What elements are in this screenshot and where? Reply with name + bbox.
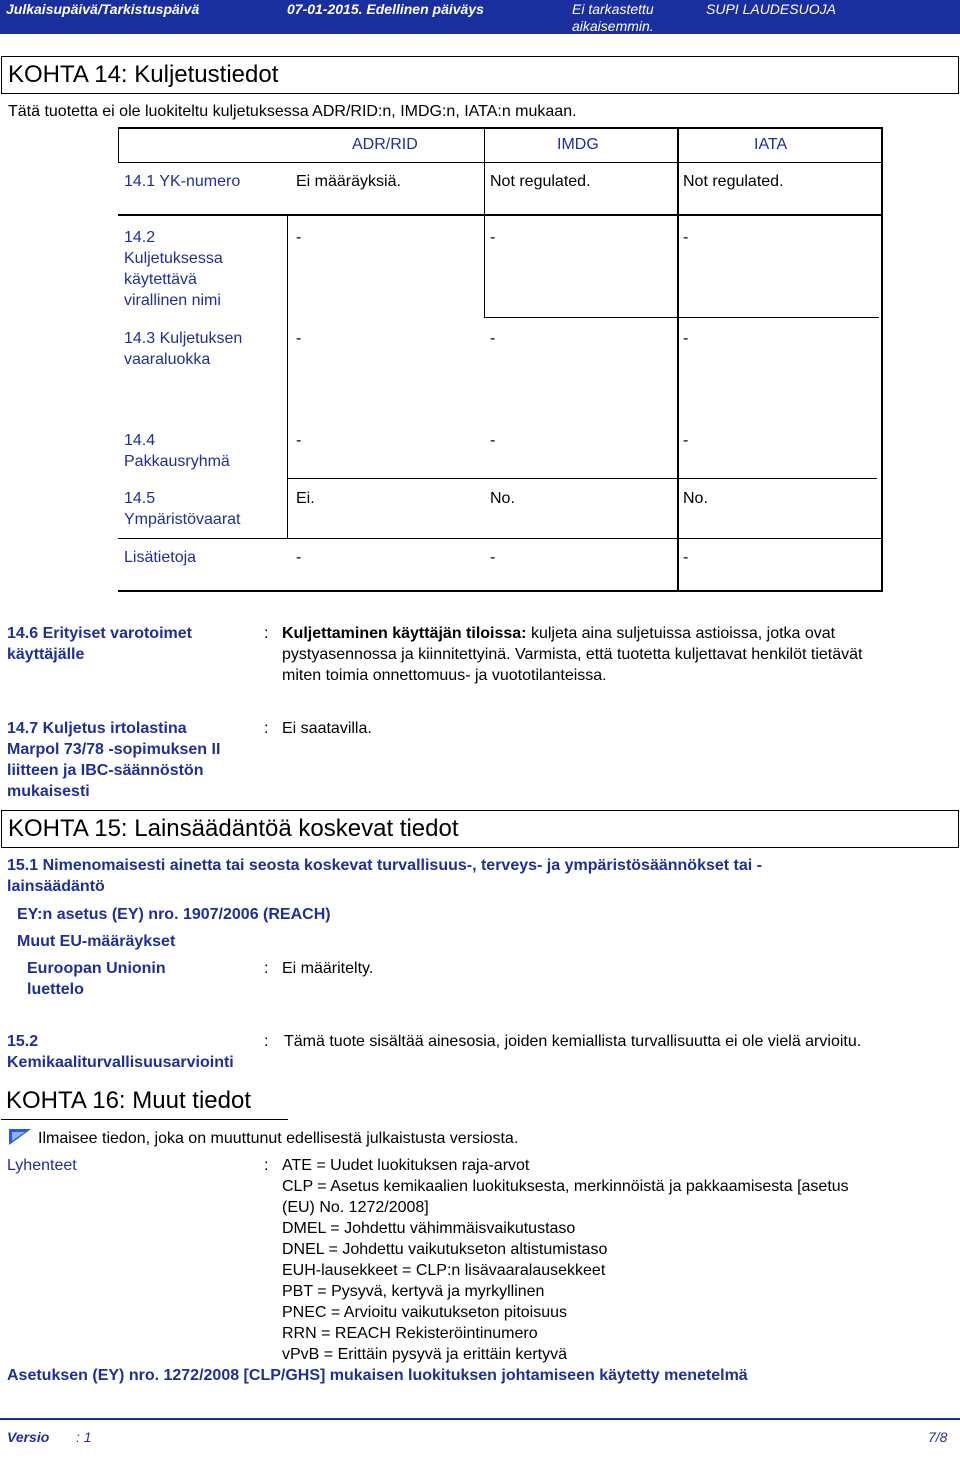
row-packing-group-label: 14.4 Pakkausryhmä: [124, 432, 230, 470]
row-packing-group-imdg: -: [490, 432, 496, 449]
row-hazard-class-iata: -: [683, 330, 689, 347]
table-col-divider-2: [677, 127, 679, 591]
row-shipping-name-imdg: -: [490, 229, 496, 246]
row-additional-info-imdg: -: [490, 549, 496, 566]
s146-label: 14.6 Erityiset varotoimet käyttäjälle: [7, 625, 192, 663]
s152-colon: :: [264, 1033, 269, 1050]
footer-version-label: Versio: [7, 1429, 50, 1445]
section-16-underline: [1, 1119, 288, 1120]
row-environment-label: 14.5 Ympäristövaarat: [124, 490, 241, 528]
row-shipping-name-iata: -: [683, 229, 689, 246]
s146-colon: :: [264, 625, 269, 642]
table-inner-divider: [484, 317, 879, 318]
section-15-title: KOHTA 15: Lainsäädäntöä koskevat tiedot: [1, 810, 959, 848]
col-iata: IATA: [754, 136, 788, 153]
table-col-divider-1: [484, 127, 485, 317]
eu-list-label: Euroopan Unionin luettelo: [27, 960, 166, 998]
row-shipping-name-adr: -: [296, 229, 302, 246]
footer-divider: [0, 1418, 960, 1420]
table-row6-divider: [118, 538, 883, 539]
table-bottom-border: [118, 590, 883, 592]
reach-regulation: EY:n asetus (EY) nro. 1907/2006 (REACH): [17, 906, 331, 923]
s147-colon: :: [264, 720, 269, 737]
table-header-divider: [118, 162, 883, 163]
table-top-border: [118, 127, 882, 129]
row-hazard-class-adr: -: [296, 330, 302, 347]
table-row5-divider: [287, 478, 877, 479]
footer-version-value: : 1: [76, 1429, 92, 1445]
s152-value: Tämä tuote sisältää ainesosia, joiden kemiallista turvallisuutta ei ole vielä arvioitu.: [284, 1033, 862, 1050]
row-additional-info-adr: -: [296, 549, 302, 566]
s147-value: Ei saatavilla.: [282, 720, 372, 737]
row-environment-adr: Ei.: [296, 490, 315, 507]
col-adr-rid: ADR/RID: [352, 136, 418, 153]
s146-value: Kuljettaminen käyttäjän tiloissa: kuljeta aina suljetuissa astioissa, jotka ovat pystyasennossa ja kiinnitettyinä. Varmista, että tuotetta kuljettavat henkilöt tietävät miten toimia onnettomuus- ja vuototilanteissa.: [282, 625, 863, 684]
row-un-number-imdg: Not regulated.: [490, 173, 591, 190]
s147-label: 14.7 Kuljetus irtolastina Marpol 73/78 -sopimuksen II liitteen ja IBC-säännöstön mukaisesti: [7, 720, 221, 800]
table-row1-divider: [118, 214, 883, 216]
row-additional-info-label: Lisätietoja: [124, 549, 197, 566]
eu-list-value: Ei määritelty.: [282, 960, 374, 977]
row-hazard-class-label: 14.3 Kuljetuksen vaaraluokka: [124, 330, 243, 368]
row-shipping-name-label: 14.2 Kuljetuksessa käytettävä virallinen nimi: [124, 229, 223, 309]
previous-date-value: Ei tarkastettu aikaisemmin.: [572, 1, 654, 34]
row-un-number-iata: Not regulated.: [683, 173, 784, 190]
section-14-title: KOHTA 14: Kuljetustiedot: [1, 56, 959, 94]
row-additional-info-iata: -: [683, 549, 689, 566]
row-environment-iata: No.: [683, 490, 708, 507]
page-header: [0, 0, 960, 34]
table-left-border: [118, 127, 119, 163]
row-un-number-adr: Ei määräyksiä.: [296, 173, 401, 190]
row-packing-group-adr: -: [296, 432, 302, 449]
row-hazard-class-imdg: -: [490, 330, 496, 347]
change-note: Ilmaisee tiedon, joka on muuttunut edellisestä julkaistusta versiosta.: [38, 1130, 519, 1147]
abbreviations-list: ATE = Uudet luokituksen raja-arvot CLP = Asetus kemikaalien luokituksesta, merkinnöistä ja pakkaamisesta [asetus (EU) No. 1272/2008] DMEL = Johdettu vähimmäisvaikutustaso DNEL = Johdettu vaikutukseton altistumistaso EUH-lausekkeet = CLP:n lisävaaralausekkeet PBT = Pysyvä, kertyvä ja myrkyllinen PNEC = Arvioitu vaikutukseton pitoisuus RRN = REACH Rekisteröintinumero vPvB = Erittäin pysyvä ja erittäin kertyvä: [282, 1157, 849, 1363]
footer-page-number: 7/8: [928, 1429, 948, 1445]
issue-date-value: 07-01-2015. Edellinen päiväys: [287, 1, 484, 17]
eu-list-colon: :: [264, 960, 269, 977]
s151-heading: 15.1 Nimenomaisesti ainetta tai seosta koskevat turvallisuus-, terveys- ja ympäristösäännökset tai - lainsäädäntö: [7, 857, 762, 895]
section-16-title: KOHTA 16: Muut tiedot: [1, 1082, 288, 1120]
abbreviations-label: Lyhenteet: [7, 1157, 77, 1174]
change-marker-icon: [9, 1129, 31, 1145]
clp-method-heading: Asetuksen (EY) nro. 1272/2008 [CLP/GHS] mukaisen luokituksen johtamiseen käytetty menetelmä: [7, 1367, 748, 1384]
issue-date-label: Julkaisupäivä/Tarkistuspäivä: [6, 1, 200, 17]
table-label-divider: [287, 214, 288, 538]
row-packing-group-iata: -: [683, 432, 689, 449]
col-imdg: IMDG: [557, 136, 599, 153]
product-name: SUPI LAUDESUOJA: [706, 1, 836, 17]
s152-label: 15.2 Kemikaaliturvallisuusarviointi: [7, 1033, 234, 1071]
abbreviations-colon: :: [264, 1157, 269, 1174]
other-eu-regulations: Muut EU-määräykset: [17, 933, 176, 950]
row-environment-imdg: No.: [490, 490, 515, 507]
table-right-border: [881, 127, 883, 591]
row-un-number-label: 14.1 YK-numero: [124, 173, 241, 190]
section-14-intro: Tätä tuotetta ei ole luokiteltu kuljetuksessa ADR/RID:n, IMDG:n, IATA:n mukaan.: [8, 103, 577, 120]
